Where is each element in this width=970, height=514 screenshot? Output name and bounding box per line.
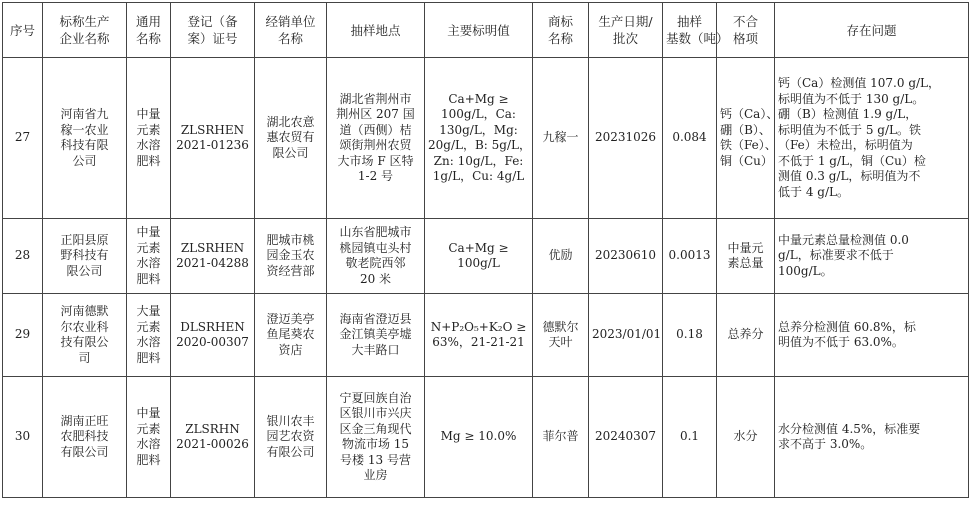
cell-line: 中量元 (727, 240, 764, 255)
row-number-cell: 29 (3, 294, 43, 377)
cell-line: 有限公司 (266, 444, 315, 459)
cell-line: 元素 (136, 319, 161, 334)
sampling-location-cell (327, 294, 425, 377)
labeled-values-cell (425, 58, 533, 219)
cell-line: Ca+Mg ≥ (448, 91, 509, 106)
cell-line: g/L，标准要求不低于 (778, 248, 894, 263)
cell-line: 63%，21-21-21 (432, 335, 525, 349)
cell-line: Ca+Mg ≥ (448, 240, 509, 255)
cell-line: 0.1 (679, 429, 700, 444)
production-date-cell (589, 294, 663, 377)
company-name-cell (43, 294, 127, 377)
cell-line: 水溶 (136, 335, 161, 349)
cell-line: 湖北省荆州市 (339, 91, 412, 106)
cell-line: 稼一农业 (60, 122, 109, 137)
brand-name-cell (533, 377, 589, 498)
header-line: 名称 (277, 31, 303, 46)
brand-name-cell (533, 58, 589, 219)
cell-line: 明值为不低于 63.0%。 (778, 335, 904, 349)
cell-line: 尔农业科 (60, 319, 109, 334)
cell-line: 低于 4 g/L。 (778, 184, 849, 199)
registration-number-cell (171, 377, 255, 498)
cell-line: 水分检测值 4.5%，标准要 (778, 421, 921, 436)
cell-line: 元素 (136, 421, 161, 436)
inspection-results-table (2, 2, 969, 498)
cell-line: 0.0013 (668, 248, 711, 263)
cell-line: 银川农丰 (266, 413, 315, 428)
distributor-name-cell (255, 219, 327, 294)
column-header (171, 3, 255, 58)
cell-line: 敬老院西邻 (345, 256, 406, 270)
cell-line: 宁夏回族自治 (339, 390, 412, 405)
row-number-cell: 27 (3, 58, 43, 219)
cell-line: 德默尔 (542, 319, 579, 334)
distributor-name-cell (255, 58, 327, 219)
cell-line: 物流市场 15 (341, 437, 410, 451)
cell-line: 0.084 (672, 130, 707, 145)
header-line: 批次 (612, 31, 638, 46)
production-date-cell (589, 58, 663, 219)
header-line: 存在问题 (846, 22, 897, 38)
cell-line: 2023/01/01 (592, 327, 662, 342)
header-line: 商标 (547, 14, 573, 29)
header-line: 经销单位 (265, 14, 316, 29)
cell-line: 元素 (136, 240, 161, 255)
cell-line: 司 (78, 350, 91, 365)
failed-items-cell (717, 377, 775, 498)
column-header (533, 3, 589, 58)
failed-items-cell (717, 294, 775, 377)
cell-line: 钙（Ca）、 (720, 107, 779, 121)
header-line: 企业名称 (59, 31, 110, 46)
company-name-cell (43, 219, 127, 294)
registration-number-cell (171, 294, 255, 377)
sampling-base-cell (663, 219, 717, 294)
production-date-cell (589, 219, 663, 294)
cell-line: 野科技有 (60, 248, 109, 263)
column-header (327, 3, 425, 58)
column-header (3, 3, 43, 58)
sampling-location-cell (327, 377, 425, 498)
cell-line: 中量 (136, 406, 161, 420)
column-header (663, 3, 729, 58)
table-header-row (3, 3, 969, 58)
cell-line: 公司 (72, 153, 97, 168)
company-name-cell (43, 58, 127, 219)
cell-line: 总养分 (727, 327, 764, 342)
cell-line: 肥城市桃 (266, 232, 315, 247)
labeled-values-cell (425, 377, 533, 498)
cell-line: 2021-04288 (176, 256, 249, 270)
header-line: 生产日期/ (598, 14, 653, 29)
cell-line: 桃园镇屯头村 (339, 240, 412, 255)
cell-line: 海南省澄迈县 (339, 311, 412, 326)
cell-line: 20231026 (594, 130, 657, 145)
table-row (3, 219, 969, 294)
cell-line: 湖北农意 (266, 114, 315, 129)
cell-line: 100g/L。 (778, 263, 833, 278)
cell-line: 惠农贸有 (266, 130, 315, 145)
cell-line: 总养分检测值 60.8%，标 (778, 319, 916, 334)
column-header (775, 3, 969, 58)
cell-line: 园艺农资 (266, 429, 315, 444)
cell-line: 测值 0.3 g/L，标明值为不 (778, 169, 921, 183)
cell-line: 资经营部 (266, 263, 315, 278)
cell-line: 2021-01236 (176, 138, 249, 152)
cell-line: 河南德默 (60, 304, 109, 318)
header-line: 抽样 (676, 14, 702, 29)
cell-line: 河南省九 (60, 107, 109, 121)
row-number-cell: 28 (3, 219, 43, 294)
generic-name-cell (127, 219, 171, 294)
header-line: 案）证号 (187, 31, 238, 46)
cell-line: 20 米 (359, 271, 392, 286)
cell-line: 130g/L，Mg: (439, 122, 518, 137)
cell-line: 中量元素总量检测值 0.0 (778, 232, 909, 247)
cell-line: （Fe）未检出，标明值为 (778, 138, 913, 152)
header-line: 通用 (135, 14, 161, 29)
failed-items-cell (717, 219, 775, 294)
cell-line: 铜（Cu） (720, 153, 773, 168)
problem-description-cell (775, 58, 969, 219)
cell-line: 技有限公 (60, 335, 109, 349)
cell-line: 标明值为不低于 5 g/L。铁 (778, 122, 921, 137)
column-header (127, 3, 171, 58)
cell-line: 颂街荆州农贸 (339, 138, 412, 152)
cell-line: N+P₂O₅+K₂O ≥ (430, 319, 527, 334)
table-row (3, 294, 969, 377)
cell-line: 正阳县原 (60, 232, 109, 247)
cell-line: 100g/L，Ca: (441, 107, 516, 121)
cell-line: 荆州区 207 国 (336, 107, 415, 121)
cell-line: 限公司 (66, 263, 103, 278)
header-line: 登记（备 (187, 14, 238, 29)
problem-description-cell (775, 219, 969, 294)
brand-name-cell (533, 219, 589, 294)
cell-line: 澄迈美亭 (266, 311, 315, 326)
sampling-location-cell (327, 58, 425, 219)
cell-line: Zn: 10g/L，Fe: (433, 153, 524, 168)
cell-line: 有限公司 (60, 444, 109, 459)
cell-line: 硼（B）检测值 1.9 g/L， (778, 107, 918, 121)
column-header (43, 3, 127, 58)
cell-line: 水分 (733, 429, 758, 444)
cell-line: 大丰路口 (351, 342, 400, 357)
problem-description-cell (775, 377, 969, 498)
labeled-values-cell (425, 219, 533, 294)
generic-name-cell (127, 377, 171, 498)
problem-description-cell (775, 294, 969, 377)
cell-line: 山东省肥城市 (339, 225, 412, 239)
cell-line: 20230610 (594, 248, 657, 263)
header-line: 标称生产 (59, 14, 110, 29)
cell-line: 2021-00026 (176, 437, 249, 451)
cell-line: 区金三角现代 (339, 421, 412, 436)
header-line: 抽样地点 (350, 22, 401, 38)
cell-line: DLSRHEN (180, 319, 245, 334)
header-line: 格项 (732, 31, 758, 46)
header-line: 不合 (732, 14, 758, 29)
sampling-base-cell (663, 377, 717, 498)
cell-line: 0.18 (676, 327, 703, 342)
cell-line: ZLSRHEN (180, 122, 245, 137)
failed-items-cell (717, 58, 779, 219)
cell-line: 菲尔普 (542, 429, 579, 444)
cell-line: 硼（B）、 (720, 122, 771, 137)
cell-line: 水溶 (136, 256, 161, 270)
cell-line: 天叶 (548, 335, 573, 349)
cell-line: 肥料 (136, 271, 161, 286)
registration-number-cell (171, 219, 255, 294)
distributor-name-cell (255, 377, 327, 498)
cell-line: 钙（Ca）检测值 107.0 g/L， (778, 76, 941, 90)
registration-number-cell (171, 58, 255, 219)
header-line: 基数（吨） (666, 31, 729, 46)
row-number-cell: 30 (3, 377, 43, 498)
cell-line: 水溶 (136, 437, 161, 451)
cell-line: 资店 (278, 342, 303, 357)
cell-line: 大量 (136, 304, 161, 318)
cell-line: 水溶 (136, 138, 161, 152)
cell-line: 中量 (136, 107, 161, 121)
header-line: 序号 (9, 22, 35, 38)
cell-line: ZLSRHN (185, 421, 240, 436)
generic-name-cell (127, 294, 171, 377)
header-line: 名称 (547, 31, 573, 46)
cell-line: 1-2 号 (357, 169, 394, 183)
sampling-base-cell (663, 294, 717, 377)
brand-name-cell (533, 294, 589, 377)
cell-line: ZLSRHEN (180, 240, 245, 255)
table-row (3, 58, 969, 219)
cell-line: 标明值为不低于 130 g/L。 (778, 91, 925, 106)
column-header (425, 3, 533, 58)
distributor-name-cell (255, 294, 327, 377)
cell-line: 湖南正旺 (60, 413, 109, 428)
cell-line: 100g/L (457, 256, 500, 270)
header-line: 主要标明值 (447, 22, 510, 38)
cell-line: 中量 (136, 225, 161, 239)
cell-line: 鱼尾葵农 (266, 327, 315, 342)
column-header (717, 3, 775, 58)
cell-line: 素总量 (727, 256, 764, 270)
cell-line: Mg ≥ 10.0% (440, 429, 517, 444)
cell-line: 1g/L，Cu: 4g/L (432, 169, 525, 183)
cell-line: 科技有限 (60, 138, 109, 152)
cell-line: 肥料 (136, 153, 161, 168)
column-header (589, 3, 663, 58)
cell-line: 不低于 1 g/L，铜（Cu）检 (778, 153, 926, 168)
header-line: 名称 (135, 31, 161, 46)
cell-line: 20g/L，B: 5g/L， (428, 138, 531, 152)
cell-line: 号楼 13 号营 (340, 452, 411, 467)
company-name-cell (43, 377, 127, 498)
cell-line: 铁（Fe）、 (720, 138, 777, 152)
table-row (3, 377, 969, 498)
production-date-cell (589, 377, 663, 498)
column-header (255, 3, 327, 58)
sampling-location-cell (327, 219, 425, 294)
cell-line: 农肥科技 (60, 429, 109, 444)
generic-name-cell (127, 58, 171, 219)
cell-line: 园金玉农 (266, 248, 315, 263)
cell-line: 道（西侧）桔 (339, 122, 412, 137)
cell-line: 金江镇美亭墟 (339, 327, 412, 342)
cell-line: 优励 (548, 248, 573, 263)
labeled-values-cell (425, 294, 533, 377)
cell-line: 限公司 (272, 145, 309, 160)
cell-line: 大市场 F 区特 (337, 153, 414, 168)
cell-line: 肥料 (136, 452, 161, 467)
cell-line: 业房 (363, 468, 388, 482)
cell-line: 九稼一 (542, 130, 579, 145)
cell-line: 20240307 (594, 429, 657, 444)
cell-line: 肥料 (136, 350, 161, 365)
cell-line: 区银川市兴庆 (339, 406, 412, 420)
cell-line: 2020-00307 (176, 335, 249, 349)
cell-line: 求不高于 3.0%。 (778, 437, 873, 451)
cell-line: 元素 (136, 122, 161, 137)
sampling-base-cell (663, 58, 717, 219)
